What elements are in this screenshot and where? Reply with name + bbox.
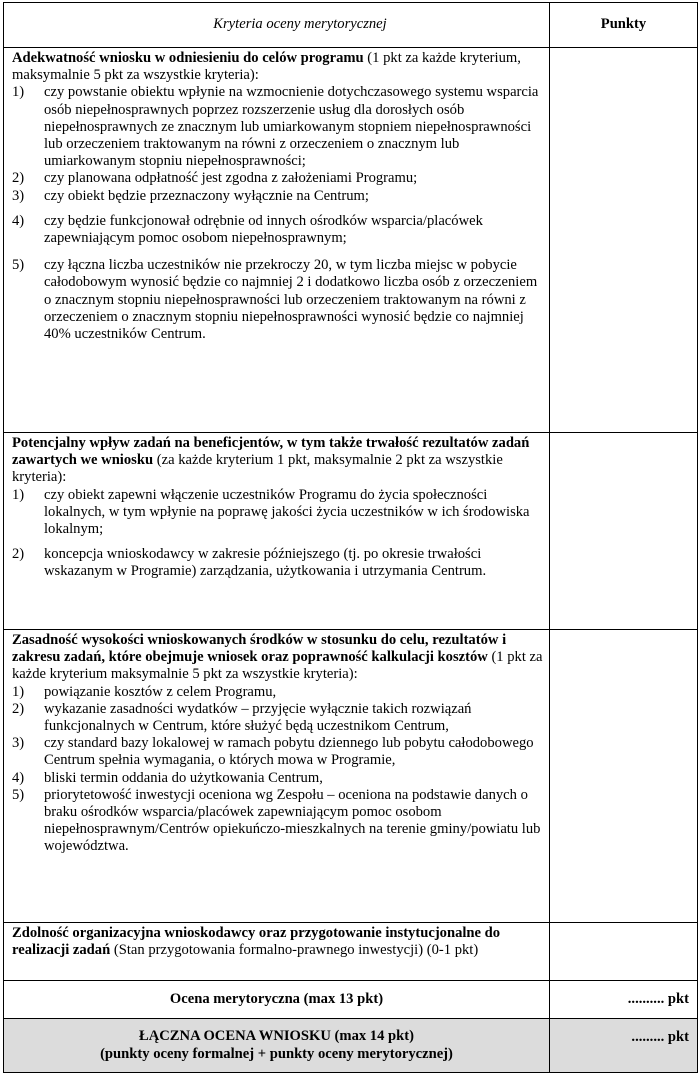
total-points[interactable]: ......... pkt — [550, 1019, 698, 1073]
header-row — [4, 3, 698, 48]
item-text: czy powstanie obiektu wpłynie na wzmocnienie dotychczasowego systemu wsparcia osób niepełnosprawnych poprzez rozszerzenie usług dla dorosłych osób niepełnosprawnych ze znacznym lub umiarkowanym stopniem niepełnosprawności lub orzeczeniem traktowanym na równi z orzeczeniem o znacznym lub umiarkowanym stopniu niepełnosprawności; — [44, 84, 539, 170]
points-cell[interactable] — [550, 48, 698, 433]
item-text: czy będzie funkcjonował odrębnie od innych ośrodków wsparcia/placówek zapewniającym pomoc osobom niepełnosprawnym; — [44, 212, 483, 247]
summary-points[interactable]: .......... pkt — [550, 981, 698, 1019]
points-header: Punkty — [550, 3, 698, 48]
list-item — [12, 684, 543, 701]
points-cell[interactable] — [550, 630, 698, 923]
total-label-line2: (punkty oceny formalnej + punkty oceny merytorycznej) — [100, 1045, 453, 1062]
item-number: 4) — [12, 212, 25, 229]
points-cell[interactable] — [550, 433, 698, 630]
section-note: (Stan przygotowania formalno-prawnego inwestycji) (0-1 pkt) — [110, 942, 479, 959]
item-number: 1) — [12, 683, 25, 700]
item-text: koncepcja wnioskodawcy w zakresie późniejszego (tj. po okresie trwałości wskazanym w Programie) zarządzania, użytkowania i utrzymania Centrum. — [44, 546, 487, 580]
section-organizational-capacity — [4, 923, 550, 981]
item-number: 1) — [12, 486, 25, 503]
section-intro — [12, 632, 543, 684]
total-label-line1: ŁĄCZNA OCENA WNIOSKU (max 14 pkt) — [138, 1028, 415, 1045]
section-title: Potencjalny wpływ zadań na beneficjentów, w tym także trwałość rezultatów zadań zawartych we wniosku — [12, 435, 530, 469]
list-item — [12, 770, 543, 787]
item-text: bliski termin oddania do użytkowania Centrum, — [44, 769, 323, 786]
section-note: (1 pkt za każde kryterium maksymalnie 5 pkt za wszystkie kryteria): — [12, 649, 543, 683]
item-text: czy łączna liczba uczestników nie przekroczy 20, w tym liczba miejsc w pobycie całodobowym wynosić będzie co najmniej 2 i dodatkowo liczba osób z orzeczeniem o znacznym stopniu niepełnosprawności lub orzeczeniem traktowanym na równi z orzeczeniem o znacznym stopniu niepełnosprawności wynosić będzie co najmniej 40% uczestników Centrum. — [44, 257, 538, 343]
section-title: Zdolność organizacyjna wnioskodawcy oraz przygotowanie instytucjonalne do realizacji zadań — [12, 925, 501, 959]
section-intro — [12, 50, 543, 84]
list-item — [12, 701, 543, 735]
item-text: czy planowana odpłatność jest zgodna z założeniami Programu; — [44, 170, 418, 187]
item-number: 1) — [12, 84, 25, 101]
item-number: 3) — [12, 187, 25, 204]
item-number: 3) — [12, 735, 25, 752]
list-item — [12, 787, 543, 856]
item-text: czy standard bazy lokalowej w ramach pobytu dziennego lub pobytu całodobowego Centrum spełnia wymagania, o których mowa w Programie, — [44, 735, 534, 769]
section-title: Adekwatność wniosku w odniesieniu do celów programu — [12, 50, 364, 66]
section-row — [4, 923, 698, 981]
item-text: wykazanie zasadności wydatków – przyjęcie wyłącznie takich rozwiązań funkcjonalnych w Centrum, które służyć będą uczestnikom Centrum, — [44, 700, 472, 735]
section-cost-justification — [4, 630, 550, 923]
total-row — [4, 1019, 698, 1073]
item-number: 5) — [12, 257, 25, 274]
item-text: czy obiekt będzie przeznaczony wyłącznie na Centrum; — [44, 187, 369, 204]
item-text: priorytetowość inwestycji oceniona wg Zespołu – oceniona na podstawie danych o braku ośrodków wsparcia/placówek zapewniającym pomoc osobom niepełnosprawnym/Centrów opiekuńczo-mieszkalnych na terenie gminy/powiatu lub województwa. — [44, 786, 541, 855]
total-label — [4, 1019, 550, 1073]
section-title: Zasadność wysokości wnioskowanych środków w stosunku do celu, rezultatów i zakresu zadań, które obejmuje wniosek oraz poprawność kalkulacji kosztów — [12, 632, 507, 666]
list-item — [12, 487, 543, 539]
summary-label: Ocena merytoryczna (max 13 pkt) — [4, 981, 550, 1019]
list-item — [12, 257, 543, 343]
item-number: 2) — [12, 170, 25, 187]
list-item — [12, 546, 543, 580]
item-number: 5) — [12, 786, 25, 803]
item-text: czy obiekt zapewni włączenie uczestników Programu do życia społeczności lokalnych, w tym wpłynie na poprawę jakości życia uczestników w ich środowiska lokalnym; — [44, 486, 530, 538]
section-row — [4, 630, 698, 923]
section-impact — [4, 433, 550, 630]
item-number: 2) — [12, 546, 25, 563]
list-item — [12, 735, 543, 769]
section-intro — [12, 925, 543, 959]
summary-row — [4, 981, 698, 1019]
points-cell[interactable] — [550, 923, 698, 981]
list-item — [12, 188, 543, 205]
list-item — [12, 213, 543, 247]
section-note: (za każde kryterium 1 pkt, maksymalnie 2 pkt za wszystkie kryteria): — [12, 452, 503, 486]
section-intro — [12, 435, 543, 487]
list-item — [12, 170, 543, 187]
section-row — [4, 433, 698, 630]
section-adequacy — [4, 48, 550, 433]
list-item — [12, 84, 543, 170]
section-note: (1 pkt za każde kryterium, maksymalnie 5 pkt za wszystkie kryteria): — [12, 50, 521, 84]
item-number: 4) — [12, 769, 25, 786]
evaluation-table — [3, 2, 698, 1073]
item-number: 2) — [12, 700, 25, 717]
section-row — [4, 48, 698, 433]
item-text: powiązanie kosztów z celem Programu, — [44, 683, 277, 700]
criteria-header: Kryteria oceny merytorycznej — [4, 3, 550, 48]
